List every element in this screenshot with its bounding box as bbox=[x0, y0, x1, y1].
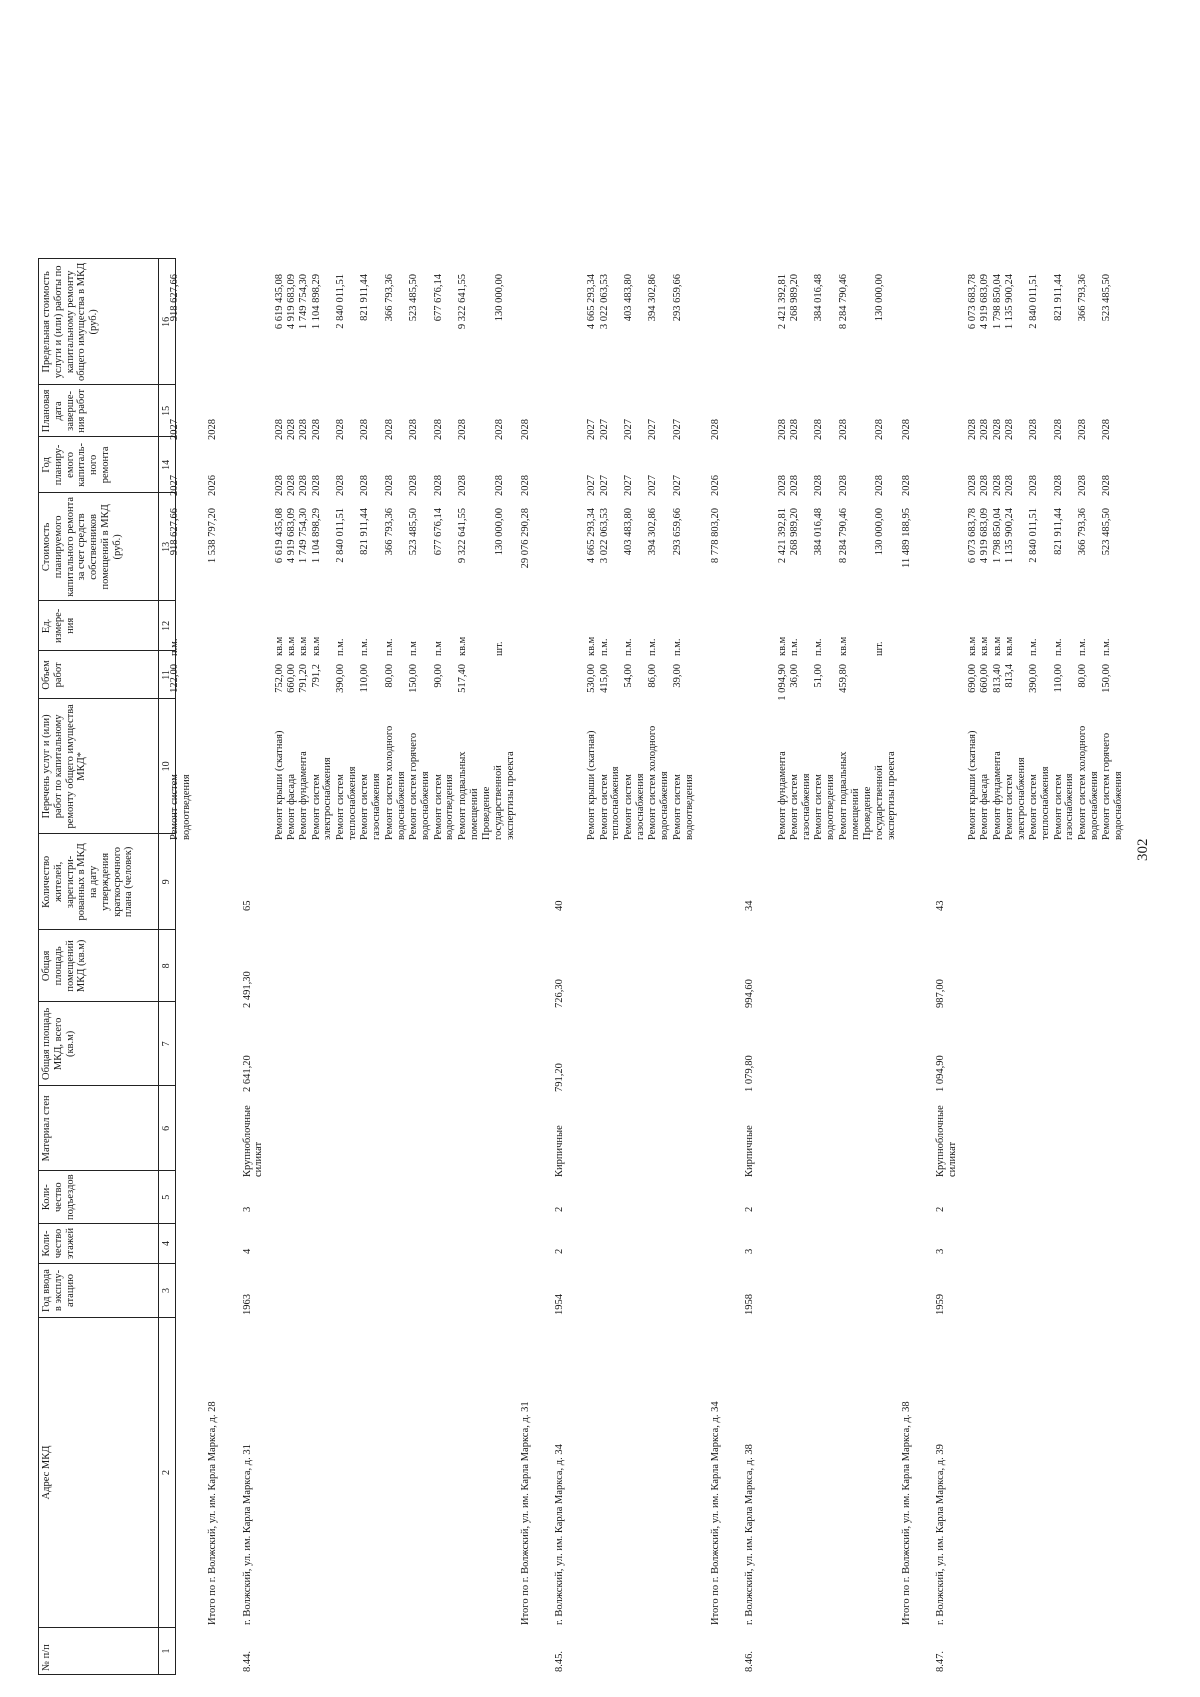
work-year: 2027 bbox=[671, 475, 683, 496]
work-year: 2027 bbox=[169, 475, 180, 496]
work-limit-cost: 130 000,00 bbox=[874, 274, 886, 322]
work-year: 2028 bbox=[967, 475, 979, 496]
work-year: 2028 bbox=[1003, 475, 1015, 496]
header-cell: Стоимость планируемого капитального ремонта за счет средств собственников помещений в МКД (руб.) bbox=[39, 493, 159, 601]
column-number: 9 bbox=[159, 834, 176, 930]
work-limit-cost: 821 911,44 bbox=[359, 274, 371, 321]
work-end-date: 2027 bbox=[586, 419, 598, 440]
house-floors: 3 bbox=[934, 1248, 946, 1254]
work-end-date: 2028 bbox=[335, 419, 346, 440]
house-floors: 2 bbox=[554, 1248, 565, 1254]
header-cell: Плановая дата заверше-ния работ bbox=[39, 385, 159, 437]
work-year: 2027 bbox=[623, 475, 634, 496]
work-name: Ремонт крыши (скатная) bbox=[586, 730, 598, 840]
work-unit: п.м. bbox=[1052, 638, 1064, 656]
house-walls: Крупноблочные силикат bbox=[241, 1105, 265, 1177]
house-built-year: 1963 bbox=[241, 1294, 253, 1315]
column-number: 16 bbox=[159, 259, 176, 385]
work-cost: 384 016,48 bbox=[813, 508, 825, 556]
work-year: 2028 bbox=[457, 475, 468, 496]
work-volume: 752,00 bbox=[274, 664, 285, 693]
work-end-date: 2028 bbox=[408, 419, 420, 440]
total-end-date: 2028 bbox=[710, 419, 722, 440]
work-limit-cost: 4 919 683,09 bbox=[979, 274, 991, 330]
work-end-date: 2028 bbox=[359, 419, 371, 440]
work-name: Ремонт систем электроснабжения bbox=[1003, 757, 1027, 840]
header-cell: № п/п bbox=[39, 1628, 159, 1675]
work-year: 2028 bbox=[1028, 475, 1040, 496]
work-end-date: 2028 bbox=[813, 419, 825, 440]
house-walls: Кирпичные bbox=[744, 1125, 756, 1177]
work-limit-cost: 6 619 435,08 bbox=[274, 274, 285, 330]
work-name: Ремонт фасада bbox=[286, 773, 298, 840]
work-year: 2028 bbox=[383, 475, 395, 496]
work-name: Ремонт систем газоснабжения bbox=[789, 773, 812, 840]
work-cost: 4 919 683,09 bbox=[286, 508, 298, 564]
work-cost: 3 022 063,53 bbox=[598, 508, 610, 564]
work-volume: 51,00 bbox=[813, 664, 825, 688]
total-year: 2026 bbox=[710, 475, 722, 496]
work-limit-cost: 8 284 790,46 bbox=[837, 274, 849, 330]
house-number: 8.44. bbox=[241, 1651, 253, 1672]
work-name: Ремонт фундамента bbox=[298, 751, 310, 840]
work-year: 2027 bbox=[598, 475, 610, 496]
work-cost: 366 793,36 bbox=[383, 508, 395, 556]
work-name: Ремонт систем теплоснабжения bbox=[1028, 766, 1051, 840]
house-residents: 40 bbox=[554, 900, 565, 911]
total-cost: 29 076 290,28 bbox=[519, 508, 531, 569]
total-end-date: 2028 bbox=[207, 419, 219, 440]
work-volume: 150,00 bbox=[408, 664, 420, 693]
work-name: Ремонт систем теплоснабжения bbox=[598, 766, 622, 840]
column-number: 15 bbox=[159, 385, 176, 437]
work-end-date: 2028 bbox=[874, 419, 886, 440]
work-limit-cost: 403 483,80 bbox=[623, 274, 634, 322]
work-year: 2028 bbox=[286, 475, 298, 496]
work-volume: 110,00 bbox=[359, 664, 371, 693]
house-premises-area: 994,60 bbox=[744, 979, 756, 1008]
work-end-date: 2028 bbox=[789, 419, 800, 440]
work-year: 2028 bbox=[813, 475, 825, 496]
work-volume: 1 094,90 bbox=[776, 664, 788, 701]
work-volume: 791,20 bbox=[298, 664, 310, 693]
work-end-date: 2028 bbox=[776, 419, 788, 440]
work-volume: 390,00 bbox=[1028, 664, 1040, 693]
work-unit: п.м. bbox=[671, 638, 683, 656]
work-year: 2028 bbox=[298, 475, 310, 496]
work-year: 2027 bbox=[586, 475, 598, 496]
column-number: 7 bbox=[159, 1002, 176, 1086]
column-number: 2 bbox=[159, 1318, 176, 1628]
house-walls: Крупноблочные силикат bbox=[934, 1105, 958, 1177]
column-number: 10 bbox=[159, 699, 176, 834]
header-cell: Объем работ bbox=[39, 651, 159, 699]
work-limit-cost: 1 749 754,30 bbox=[298, 274, 310, 330]
work-end-date: 2027 bbox=[623, 419, 634, 440]
work-limit-cost: 677 676,14 bbox=[432, 274, 444, 322]
house-floors: 4 bbox=[241, 1248, 253, 1254]
work-end-date: 2028 bbox=[274, 419, 285, 440]
work-year: 2028 bbox=[493, 475, 505, 496]
house-entrances: 2 bbox=[554, 1206, 565, 1212]
header-cell: Перечень услуг и (или) работ по капитальному ремонту общего имущества МКД* bbox=[39, 699, 159, 834]
work-unit: кв.м bbox=[457, 636, 468, 656]
work-unit: п.м. bbox=[1101, 638, 1113, 656]
house-entrances: 2 bbox=[934, 1206, 946, 1212]
work-end-date: 2027 bbox=[671, 419, 683, 440]
house-address: г. Волжский, ул. им. Карла Маркса, д. 34 bbox=[554, 1444, 565, 1625]
column-number: 14 bbox=[159, 437, 176, 493]
work-volume: 459,80 bbox=[837, 664, 849, 693]
total-label: Итого по г. Волжский, ул. им. Карла Маркса, д. 28 bbox=[207, 1401, 219, 1625]
header-cell: Коли-чество этажей bbox=[39, 1224, 159, 1264]
work-volume: 54,00 bbox=[623, 664, 634, 688]
work-unit: кв.м bbox=[286, 636, 298, 656]
header-cell: Год ввода в эксплу-атацию bbox=[39, 1264, 159, 1318]
work-limit-cost: 9 322 641,55 bbox=[457, 274, 468, 330]
house-built-year: 1958 bbox=[744, 1294, 756, 1315]
work-volume: 813,40 bbox=[991, 664, 1003, 693]
work-end-date: 2028 bbox=[457, 419, 468, 440]
total-cost: 1 538 797,20 bbox=[207, 508, 219, 564]
house-residents: 34 bbox=[744, 900, 756, 911]
work-volume: 90,00 bbox=[432, 664, 444, 688]
work-end-date: 2027 bbox=[598, 419, 610, 440]
work-limit-cost: 2 421 392,81 bbox=[776, 274, 788, 330]
work-volume: 415,00 bbox=[598, 664, 610, 693]
header-cell: Адрес МКД bbox=[39, 1318, 159, 1628]
work-cost: 523 485,50 bbox=[1101, 508, 1113, 556]
work-unit: кв.м bbox=[837, 636, 849, 656]
column-number: 5 bbox=[159, 1171, 176, 1224]
work-limit-cost: 821 911,44 bbox=[1052, 274, 1064, 321]
work-unit: кв.м bbox=[979, 636, 991, 656]
work-name: Ремонт систем горячего водоснабжения bbox=[408, 732, 431, 840]
work-cost: 1 798 850,04 bbox=[991, 508, 1003, 564]
work-cost: 6 619 435,08 bbox=[274, 508, 285, 564]
work-unit: кв.м bbox=[776, 636, 788, 656]
work-end-date: 2028 bbox=[1052, 419, 1064, 440]
work-volume: 39,00 bbox=[671, 664, 683, 688]
work-name: Ремонт систем газоснабжения bbox=[1052, 773, 1076, 840]
house-entrances: 2 bbox=[744, 1206, 756, 1212]
work-cost: 130 000,00 bbox=[874, 508, 886, 556]
work-cost: 4 919 683,09 bbox=[979, 508, 991, 564]
work-limit-cost: 293 659,66 bbox=[671, 274, 683, 322]
work-year: 2028 bbox=[432, 475, 444, 496]
work-end-date: 2028 bbox=[1101, 419, 1113, 440]
work-year: 2028 bbox=[874, 475, 886, 496]
work-name: Проведение государственной экспертизы проекта bbox=[481, 751, 516, 840]
work-limit-cost: 523 485,50 bbox=[1101, 274, 1113, 322]
work-unit: п.м. bbox=[813, 638, 825, 656]
work-year: 2027 bbox=[647, 475, 659, 496]
header-cell: Ед. измере-ния bbox=[39, 601, 159, 651]
work-volume: 390,00 bbox=[335, 664, 346, 693]
work-cost: 2 421 392,81 bbox=[776, 508, 788, 564]
work-unit: п.м. bbox=[789, 638, 800, 656]
work-name: Ремонт подвальных помещений bbox=[457, 751, 480, 840]
work-unit: п.м. bbox=[359, 638, 371, 656]
work-name: Ремонт систем газоснабжения bbox=[623, 773, 646, 840]
work-limit-cost: 268 989,20 bbox=[789, 274, 800, 322]
work-name: Ремонт фасада bbox=[979, 773, 991, 840]
work-end-date: 2028 bbox=[432, 419, 444, 440]
work-limit-cost: 130 000,00 bbox=[493, 274, 505, 322]
work-limit-cost: 4 919 683,09 bbox=[286, 274, 298, 330]
work-cost: 1 749 754,30 bbox=[298, 508, 310, 564]
total-year: 2028 bbox=[519, 475, 531, 496]
house-area: 1 094,90 bbox=[934, 1055, 946, 1092]
work-end-date: 2028 bbox=[310, 419, 322, 440]
total-label: Итого по г. Волжский, ул. им. Карла Маркса, д. 38 bbox=[900, 1401, 912, 1625]
work-end-date: 2028 bbox=[1003, 419, 1015, 440]
work-end-date: 2028 bbox=[1028, 419, 1040, 440]
work-name: Ремонт систем электроснабжения bbox=[310, 757, 334, 840]
total-cost: 11 489 188,95 bbox=[900, 508, 912, 568]
work-volume: 660,00 bbox=[286, 664, 298, 693]
work-limit-cost: 918 627,66 bbox=[169, 274, 180, 322]
header-cell: Общая площадь МКД, всего (кв.м) bbox=[39, 1002, 159, 1086]
work-cost: 293 659,66 bbox=[671, 508, 683, 556]
header-cell: Предельная стоимость услуги и (или) работы по капитальному ремонту общего имущества в МКД (руб.) bbox=[39, 259, 159, 385]
column-number: 3 bbox=[159, 1264, 176, 1318]
work-unit: кв.м bbox=[967, 636, 979, 656]
total-label: Итого по г. Волжский, ул. им. Карла Маркса, д. 31 bbox=[519, 1401, 531, 1625]
work-limit-cost: 1 135 900,24 bbox=[1003, 274, 1015, 330]
work-volume: 122,00 bbox=[169, 664, 180, 693]
house-built-year: 1954 bbox=[554, 1294, 565, 1315]
work-year: 2028 bbox=[1077, 475, 1088, 496]
table-body bbox=[0, 135, 1200, 1675]
work-volume: 517,40 bbox=[457, 664, 468, 693]
work-name: Ремонт систем водоотведения bbox=[671, 774, 695, 840]
work-limit-cost: 394 302,86 bbox=[647, 274, 659, 322]
work-end-date: 2028 bbox=[837, 419, 849, 440]
work-cost: 6 073 683,78 bbox=[967, 508, 979, 564]
work-name: Ремонт систем водоотведения bbox=[813, 774, 837, 840]
house-residents: 65 bbox=[241, 900, 253, 911]
work-unit: п.м. bbox=[169, 638, 180, 656]
work-name: Ремонт фундамента bbox=[991, 751, 1003, 840]
work-unit: п.м. bbox=[1077, 638, 1088, 656]
work-volume: 150,00 bbox=[1101, 664, 1113, 693]
work-year: 2028 bbox=[274, 475, 285, 496]
house-number: 8.47. bbox=[934, 1651, 946, 1672]
work-end-date: 2028 bbox=[991, 419, 1003, 440]
work-limit-cost: 384 016,48 bbox=[813, 274, 825, 322]
work-year: 2028 bbox=[837, 475, 849, 496]
house-entrances: 3 bbox=[241, 1206, 253, 1212]
work-volume: 813,4 bbox=[1003, 664, 1015, 688]
work-cost: 2 840 011,51 bbox=[335, 508, 346, 563]
work-limit-cost: 366 793,36 bbox=[1077, 274, 1088, 322]
header-cell: Количество жителей, зарегистри-рованных в МКД на дату утверждения краткосрочного плана (человек) bbox=[39, 834, 159, 930]
work-unit: шт. bbox=[493, 641, 505, 656]
house-residents: 43 bbox=[934, 900, 946, 911]
work-name: Ремонт систем теплоснабжения bbox=[335, 766, 358, 840]
header-cell: Общая площадь помещений МКД (кв.м) bbox=[39, 930, 159, 1002]
total-year: 2028 bbox=[900, 475, 912, 496]
work-year: 2028 bbox=[1101, 475, 1113, 496]
house-area: 791,20 bbox=[554, 1063, 565, 1092]
house-address: г. Волжский, ул. им. Карла Маркса, д. 38 bbox=[744, 1444, 756, 1625]
total-year: 2026 bbox=[207, 475, 219, 496]
house-area: 2 641,20 bbox=[241, 1055, 253, 1092]
house-address: г. Волжский, ул. им. Карла Маркса, д. 39 bbox=[934, 1444, 946, 1625]
work-end-date: 2027 bbox=[647, 419, 659, 440]
work-limit-cost: 4 665 293,34 bbox=[586, 274, 598, 330]
work-limit-cost: 3 022 063,53 bbox=[598, 274, 610, 330]
house-premises-area: 987,00 bbox=[934, 979, 946, 1008]
house-floors: 3 bbox=[744, 1248, 756, 1254]
house-walls: Кирпичные bbox=[554, 1125, 565, 1177]
work-volume: 690,00 bbox=[967, 664, 979, 693]
house-premises-area: 726,30 bbox=[554, 979, 565, 1008]
work-cost: 268 989,20 bbox=[789, 508, 800, 556]
work-end-date: 2028 bbox=[383, 419, 395, 440]
total-label: Итого по г. Волжский, ул. им. Карла Маркса, д. 34 bbox=[710, 1401, 722, 1625]
work-unit: кв.м bbox=[991, 636, 1003, 656]
column-number: 11 bbox=[159, 651, 176, 699]
work-end-date: 2028 bbox=[298, 419, 310, 440]
work-volume: 80,00 bbox=[383, 664, 395, 688]
work-end-date: 2028 bbox=[979, 419, 991, 440]
work-name: Ремонт систем холодного водоснабжения bbox=[647, 725, 671, 840]
column-number: 4 bbox=[159, 1224, 176, 1264]
work-limit-cost: 1 104 898,29 bbox=[310, 274, 322, 330]
work-cost: 130 000,00 bbox=[493, 508, 505, 556]
work-end-date: 2027 bbox=[169, 419, 180, 440]
work-year: 2028 bbox=[789, 475, 800, 496]
work-name: Ремонт систем горячего водоснабжения bbox=[1101, 732, 1125, 840]
work-year: 2028 bbox=[335, 475, 346, 496]
work-cost: 4 665 293,34 bbox=[586, 508, 598, 564]
work-year: 2028 bbox=[408, 475, 420, 496]
work-limit-cost: 2 840 011,51 bbox=[1028, 274, 1040, 329]
work-end-date: 2028 bbox=[1077, 419, 1088, 440]
work-name: Ремонт фундамента bbox=[776, 751, 788, 840]
work-unit: п.м. bbox=[383, 638, 395, 656]
header-cell: Коли-чество подъездов bbox=[39, 1171, 159, 1224]
work-name: Ремонт систем водоотведения bbox=[432, 774, 456, 840]
work-unit: п.м. bbox=[335, 638, 346, 656]
house-number: 8.45. bbox=[554, 1651, 565, 1672]
work-unit: п.м. bbox=[623, 638, 634, 656]
column-number: 12 bbox=[159, 601, 176, 651]
work-unit: п.м. bbox=[598, 638, 610, 656]
work-unit: кв.м bbox=[586, 636, 598, 656]
work-limit-cost: 6 073 683,78 bbox=[967, 274, 979, 330]
work-name: Ремонт систем холодного водоснабжения bbox=[383, 725, 407, 840]
work-cost: 394 302,86 bbox=[647, 508, 659, 556]
work-volume: 791,2 bbox=[310, 664, 322, 688]
total-end-date: 2028 bbox=[519, 419, 531, 440]
work-name: Ремонт систем газоснабжения bbox=[359, 773, 383, 840]
work-cost: 821 911,44 bbox=[359, 508, 371, 555]
work-volume: 530,00 bbox=[586, 664, 598, 693]
work-volume: 36,00 bbox=[789, 664, 800, 688]
work-limit-cost: 366 793,36 bbox=[383, 274, 395, 322]
work-cost: 523 485,50 bbox=[408, 508, 420, 556]
work-end-date: 2028 bbox=[286, 419, 298, 440]
work-volume: 80,00 bbox=[1077, 664, 1088, 688]
work-limit-cost: 523 485,50 bbox=[408, 274, 420, 322]
house-premises-area: 2 491,30 bbox=[241, 971, 253, 1008]
work-cost: 9 322 641,55 bbox=[457, 508, 468, 564]
work-name: Ремонт систем холодного водоснабжения bbox=[1077, 725, 1100, 840]
header-cell: Материал стен bbox=[39, 1086, 159, 1171]
work-name: Проведение государственной экспертизы проекта bbox=[862, 751, 897, 840]
work-end-date: 2028 bbox=[967, 419, 979, 440]
work-volume: 660,00 bbox=[979, 664, 991, 693]
work-cost: 821 911,44 bbox=[1052, 508, 1064, 555]
work-volume: 110,00 bbox=[1052, 664, 1064, 693]
work-unit: п.м. bbox=[1028, 638, 1040, 656]
work-year: 2028 bbox=[310, 475, 322, 496]
work-cost: 918 627,66 bbox=[169, 508, 180, 556]
work-limit-cost: 1 798 850,04 bbox=[991, 274, 1003, 330]
work-cost: 1 104 898,29 bbox=[310, 508, 322, 564]
header-cell: Год планиру-емого капиталь-ного ремонта bbox=[39, 437, 159, 493]
house-area: 1 079,80 bbox=[744, 1055, 756, 1092]
work-unit: кв.м bbox=[310, 636, 322, 656]
work-unit: шт. bbox=[874, 641, 886, 656]
work-unit: п.м bbox=[408, 641, 420, 656]
house-address: г. Волжский, ул. им. Карла Маркса, д. 31 bbox=[241, 1444, 253, 1625]
column-number: 13 bbox=[159, 493, 176, 601]
work-year: 2028 bbox=[1052, 475, 1064, 496]
house-built-year: 1959 bbox=[934, 1294, 946, 1315]
work-year: 2028 bbox=[979, 475, 991, 496]
column-number: 6 bbox=[159, 1086, 176, 1171]
work-cost: 366 793,36 bbox=[1077, 508, 1088, 556]
house-number: 8.46. bbox=[744, 1651, 756, 1672]
work-end-date: 2028 bbox=[493, 419, 505, 440]
work-cost: 8 284 790,46 bbox=[837, 508, 849, 564]
total-end-date: 2028 bbox=[900, 419, 912, 440]
work-limit-cost: 2 840 011,51 bbox=[335, 274, 346, 329]
work-cost: 677 676,14 bbox=[432, 508, 444, 556]
column-number: 8 bbox=[159, 930, 176, 1002]
column-number: 1 bbox=[159, 1628, 176, 1675]
work-volume: 86,00 bbox=[647, 664, 659, 688]
work-year: 2028 bbox=[776, 475, 788, 496]
work-cost: 1 135 900,24 bbox=[1003, 508, 1015, 564]
work-unit: кв.м bbox=[274, 636, 285, 656]
work-unit: п.м. bbox=[647, 638, 659, 656]
work-unit: п.м bbox=[432, 641, 444, 656]
total-cost: 8 778 803,20 bbox=[710, 508, 722, 564]
page-number: 302 bbox=[1135, 838, 1151, 861]
work-year: 2028 bbox=[359, 475, 371, 496]
work-name: Ремонт крыши (скатная) bbox=[274, 730, 285, 840]
work-unit: кв.м bbox=[298, 636, 310, 656]
work-name: Ремонт подвальных помещений bbox=[837, 751, 861, 840]
work-cost: 2 840 011,51 bbox=[1028, 508, 1040, 563]
work-year: 2028 bbox=[991, 475, 1003, 496]
work-cost: 403 483,80 bbox=[623, 508, 634, 556]
work-name: Ремонт систем водоотведения bbox=[169, 774, 192, 840]
work-unit: кв.м bbox=[1003, 636, 1015, 656]
work-name: Ремонт крыши (скатная) bbox=[967, 730, 979, 840]
